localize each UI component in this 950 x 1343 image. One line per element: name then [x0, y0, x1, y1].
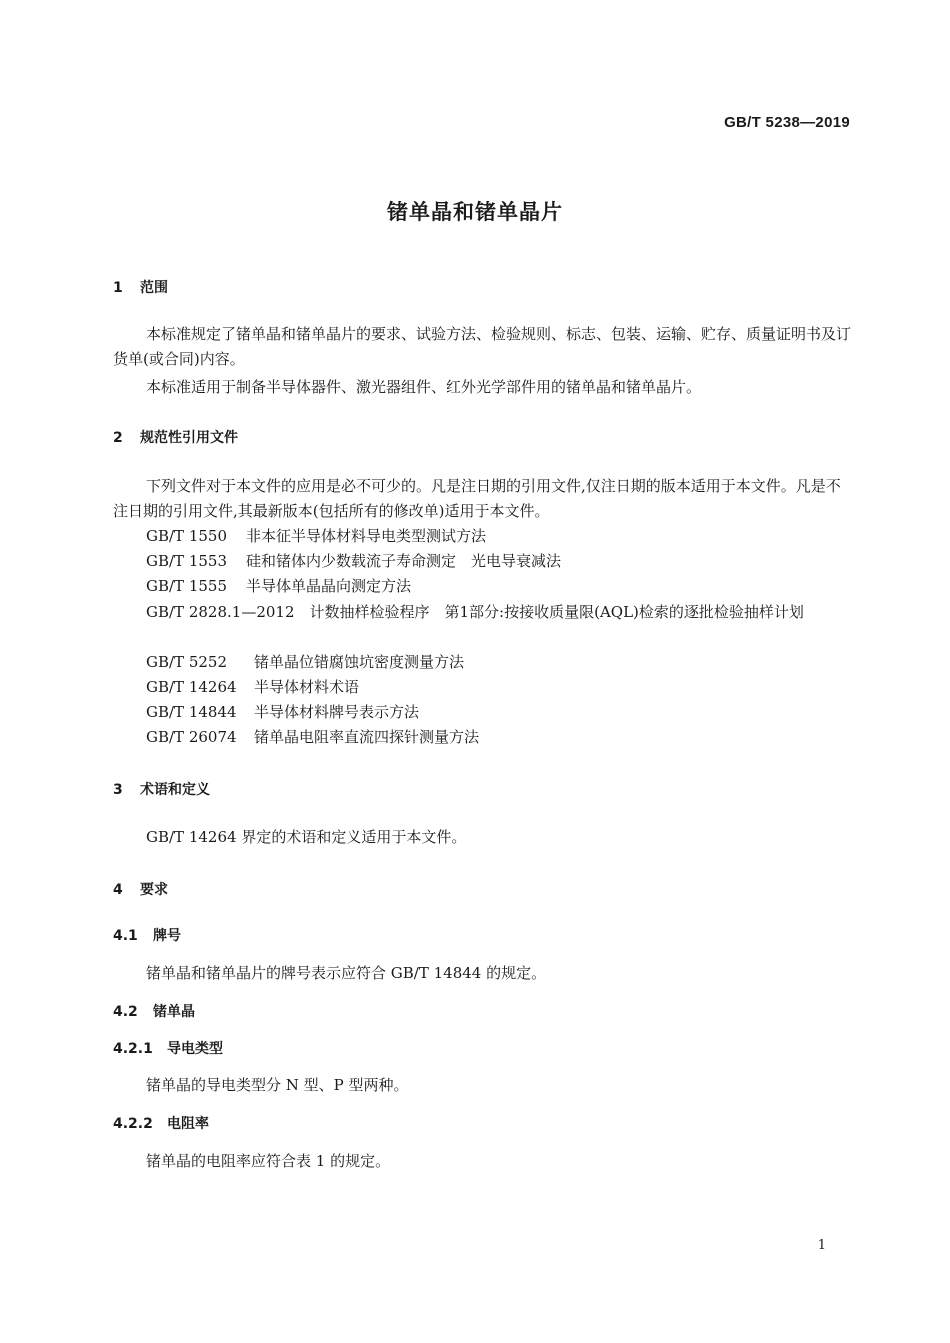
section-1-paragraph-2: 本标准适用于制备半导体器件、激光器组件、红外光学部件用的锗单晶和锗单晶片。 — [146, 378, 702, 396]
reference-name: 半导体单晶晶向测定方法 — [246, 577, 412, 595]
standard-code: GB/T 5238—2019 — [724, 114, 850, 131]
reference-item — [146, 550, 561, 571]
section-title: 导电类型 — [167, 1041, 223, 1057]
reference-code: GB/T 1555 — [146, 577, 228, 595]
reference-code: GB/T 1553 — [146, 552, 228, 570]
section-title: 电阻率 — [167, 1116, 209, 1132]
section-title: 要求 — [140, 882, 168, 898]
reference-item — [146, 575, 411, 596]
reference-code: GB/T 2828.1—2012 — [146, 603, 295, 621]
document-title: 锗单晶和锗单晶片 — [387, 200, 563, 224]
reference-name: 半导体材料术语 — [254, 678, 360, 696]
section-number: 4.1 — [113, 928, 138, 944]
section-4-2-2-paragraph: 锗单晶的电阻率应符合表 1 的规定。 — [146, 1152, 391, 1170]
section-4-2-2-heading — [113, 1113, 209, 1133]
section-number: 4 — [113, 882, 123, 898]
section-1-paragraph-1: 本标准规定了锗单晶和锗单晶片的要求、试验方法、检验规则、标志、包装、运输、贮存、质量证明书及订货单(或合同)内容。 — [113, 325, 852, 368]
section-2-paragraph-1: 下列文件对于本文件的应用是必不可少的。凡是注日期的引用文件,仅注日期的版本适用于本文件。凡是不注日期的引用文件,其最新版本(包括所有的修改单)适用于本文件。 — [113, 477, 841, 520]
reference-item — [146, 701, 419, 722]
reference-item — [146, 676, 359, 697]
section-number: 4.2.2 — [113, 1116, 153, 1132]
section-4-1-paragraph: 锗单晶和锗单晶片的牌号表示应符合 GB/T 14844 的规定。 — [146, 964, 547, 982]
reference-name: 计数抽样检验程序 第1部分:按接收质量限(AQL)检索的逐批检验抽样计划 — [309, 603, 804, 621]
reference-name: 硅和锗体内少数载流子寿命测定 光电导衰减法 — [246, 552, 562, 570]
section-4-heading — [113, 879, 168, 899]
section-number: 1 — [113, 280, 123, 296]
section-number: 2 — [113, 430, 123, 446]
section-number: 3 — [113, 782, 123, 798]
section-4-2-heading — [113, 1001, 195, 1021]
section-title: 术语和定义 — [140, 782, 210, 798]
reference-name: 锗单晶电阻率直流四探针测量方法 — [254, 728, 480, 746]
reference-code: GB/T 26074 — [146, 728, 237, 746]
reference-item — [146, 726, 479, 747]
reference-code: GB/T 14844 — [146, 703, 237, 721]
reference-name: 半导体材料牌号表示方法 — [254, 703, 420, 721]
section-number: 4.2 — [113, 1004, 138, 1020]
section-title: 范围 — [140, 280, 168, 296]
reference-code: GB/T 14264 — [146, 678, 237, 696]
section-title: 牌号 — [153, 928, 181, 944]
reference-item — [146, 525, 486, 546]
section-title: 锗单晶 — [153, 1004, 195, 1020]
reference-item — [113, 600, 851, 625]
reference-code: GB/T 1550 — [146, 527, 228, 545]
reference-name: 锗单晶位错腐蚀坑密度测量方法 — [254, 653, 465, 671]
section-4-2-1-paragraph: 锗单晶的导电类型分 N 型、P 型两种。 — [146, 1076, 409, 1094]
reference-item — [146, 651, 464, 672]
reference-name: 非本征半导体材料导电类型测试方法 — [246, 527, 487, 545]
section-title: 规范性引用文件 — [140, 430, 238, 446]
reference-code: GB/T 5252 — [146, 653, 228, 671]
section-4-1-heading — [113, 925, 181, 945]
section-2-heading — [113, 427, 238, 447]
section-number: 4.2.1 — [113, 1041, 153, 1057]
page-number: 1 — [817, 1238, 826, 1253]
section-3-heading — [113, 779, 210, 799]
section-4-2-1-heading — [113, 1038, 223, 1058]
section-3-paragraph-1: GB/T 14264 界定的术语和定义适用于本文件。 — [146, 828, 467, 846]
section-1-heading — [113, 277, 168, 297]
